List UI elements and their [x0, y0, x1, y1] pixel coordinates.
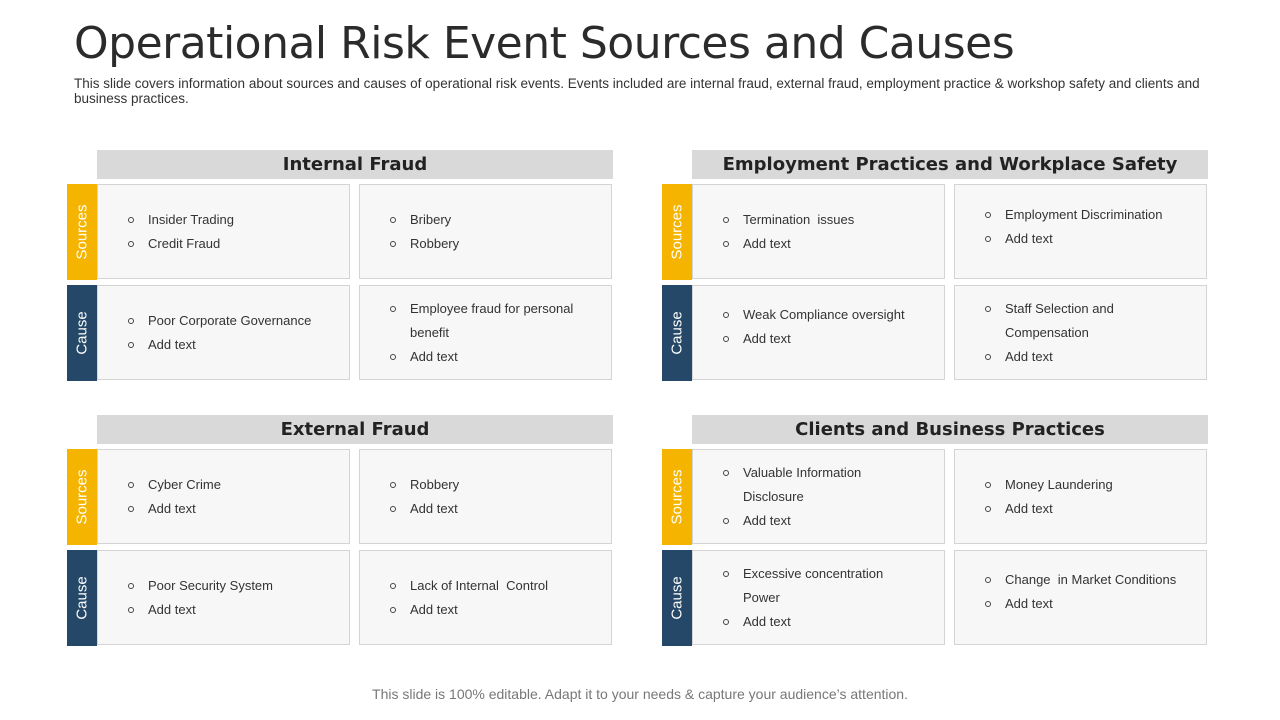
cause-box-2 — [954, 285, 1207, 380]
cause-tag — [662, 285, 692, 381]
list-item: Add text — [128, 333, 311, 357]
list-item: Money Laundering — [985, 473, 1113, 497]
sources-box-2 — [954, 449, 1207, 544]
footer-note: This slide is 100% editable. Adapt it to your needs & capture your audience’s attention. — [372, 686, 908, 702]
list-item: Insider Trading — [128, 208, 234, 232]
section-header: Employment Practices and Workplace Safety — [692, 150, 1208, 179]
list-item: Excessive concentration Power — [723, 562, 893, 610]
list-item: Credit Fraud — [128, 232, 234, 256]
cause-box-1 — [692, 285, 945, 380]
sources-box-2 — [359, 449, 612, 544]
list-item: Weak Compliance oversight — [723, 303, 905, 327]
list-item: Add text — [723, 509, 883, 533]
sources-tag — [662, 449, 692, 545]
list-item: Add text — [985, 592, 1176, 616]
sources-box-1 — [692, 449, 945, 544]
sources-box-2 — [359, 184, 612, 279]
page-subtitle: This slide covers information about sources and causes of operational risk events. Events included are internal fraud, external fraud, employment practice & workshop safety and clients and business practices. — [74, 76, 1200, 106]
list-item: Robbery — [390, 232, 459, 256]
list-item: Bribery — [390, 208, 459, 232]
list-item: Robbery — [390, 473, 459, 497]
list-item: Lack of Internal Control — [390, 574, 548, 598]
cause-label: Cause — [668, 576, 686, 620]
section-internal-fraud — [67, 150, 615, 382]
list-item: Add text — [128, 598, 273, 622]
section-employment-practices — [662, 150, 1210, 382]
sources-box-1 — [692, 184, 945, 279]
list-item: Employee fraud for personal benefit — [390, 297, 580, 345]
sources-tag — [67, 449, 97, 545]
list-item: Add text — [723, 610, 893, 634]
sources-tag — [67, 184, 97, 280]
list-item: Valuable Information Disclosure — [723, 461, 883, 509]
sources-box-2 — [954, 184, 1207, 279]
cause-label: Cause — [668, 311, 686, 355]
sources-box-1 — [97, 184, 350, 279]
list-item: Poor Corporate Governance — [128, 309, 311, 333]
cause-tag — [67, 550, 97, 646]
section-header: Clients and Business Practices — [692, 415, 1208, 444]
cause-label: Cause — [73, 576, 91, 620]
cause-box-1 — [692, 550, 945, 645]
list-item: Add text — [390, 598, 548, 622]
list-item: Add text — [128, 497, 221, 521]
sources-label: Sources — [668, 469, 686, 525]
list-item: Add text — [390, 497, 459, 521]
cause-label: Cause — [73, 311, 91, 355]
cause-tag — [662, 550, 692, 646]
list-item: Employment Discrimination — [985, 203, 1163, 227]
list-item: Add text — [985, 497, 1113, 521]
list-item: Add text — [723, 327, 905, 351]
section-header: Internal Fraud — [97, 150, 613, 179]
list-item: Add text — [390, 345, 580, 369]
cause-box-1 — [97, 285, 350, 380]
cause-box-2 — [954, 550, 1207, 645]
section-external-fraud — [67, 415, 615, 647]
list-item: Staff Selection and Compensation — [985, 297, 1145, 345]
sources-box-1 — [97, 449, 350, 544]
list-item: Termination issues — [723, 208, 854, 232]
section-clients-business — [662, 415, 1210, 647]
section-header: External Fraud — [97, 415, 613, 444]
cause-box-2 — [359, 285, 612, 380]
list-item: Add text — [985, 227, 1163, 251]
cause-box-2 — [359, 550, 612, 645]
sources-label: Sources — [73, 469, 91, 525]
sources-label: Sources — [668, 204, 686, 260]
list-item: Change in Market Conditions — [985, 568, 1176, 592]
list-item: Add text — [723, 232, 854, 256]
list-item: Add text — [985, 345, 1145, 369]
list-item: Poor Security System — [128, 574, 273, 598]
cause-tag — [67, 285, 97, 381]
sources-tag — [662, 184, 692, 280]
sources-label: Sources — [73, 204, 91, 260]
cause-box-1 — [97, 550, 350, 645]
page-title: Operational Risk Event Sources and Causes — [74, 18, 1015, 69]
list-item: Cyber Crime — [128, 473, 221, 497]
